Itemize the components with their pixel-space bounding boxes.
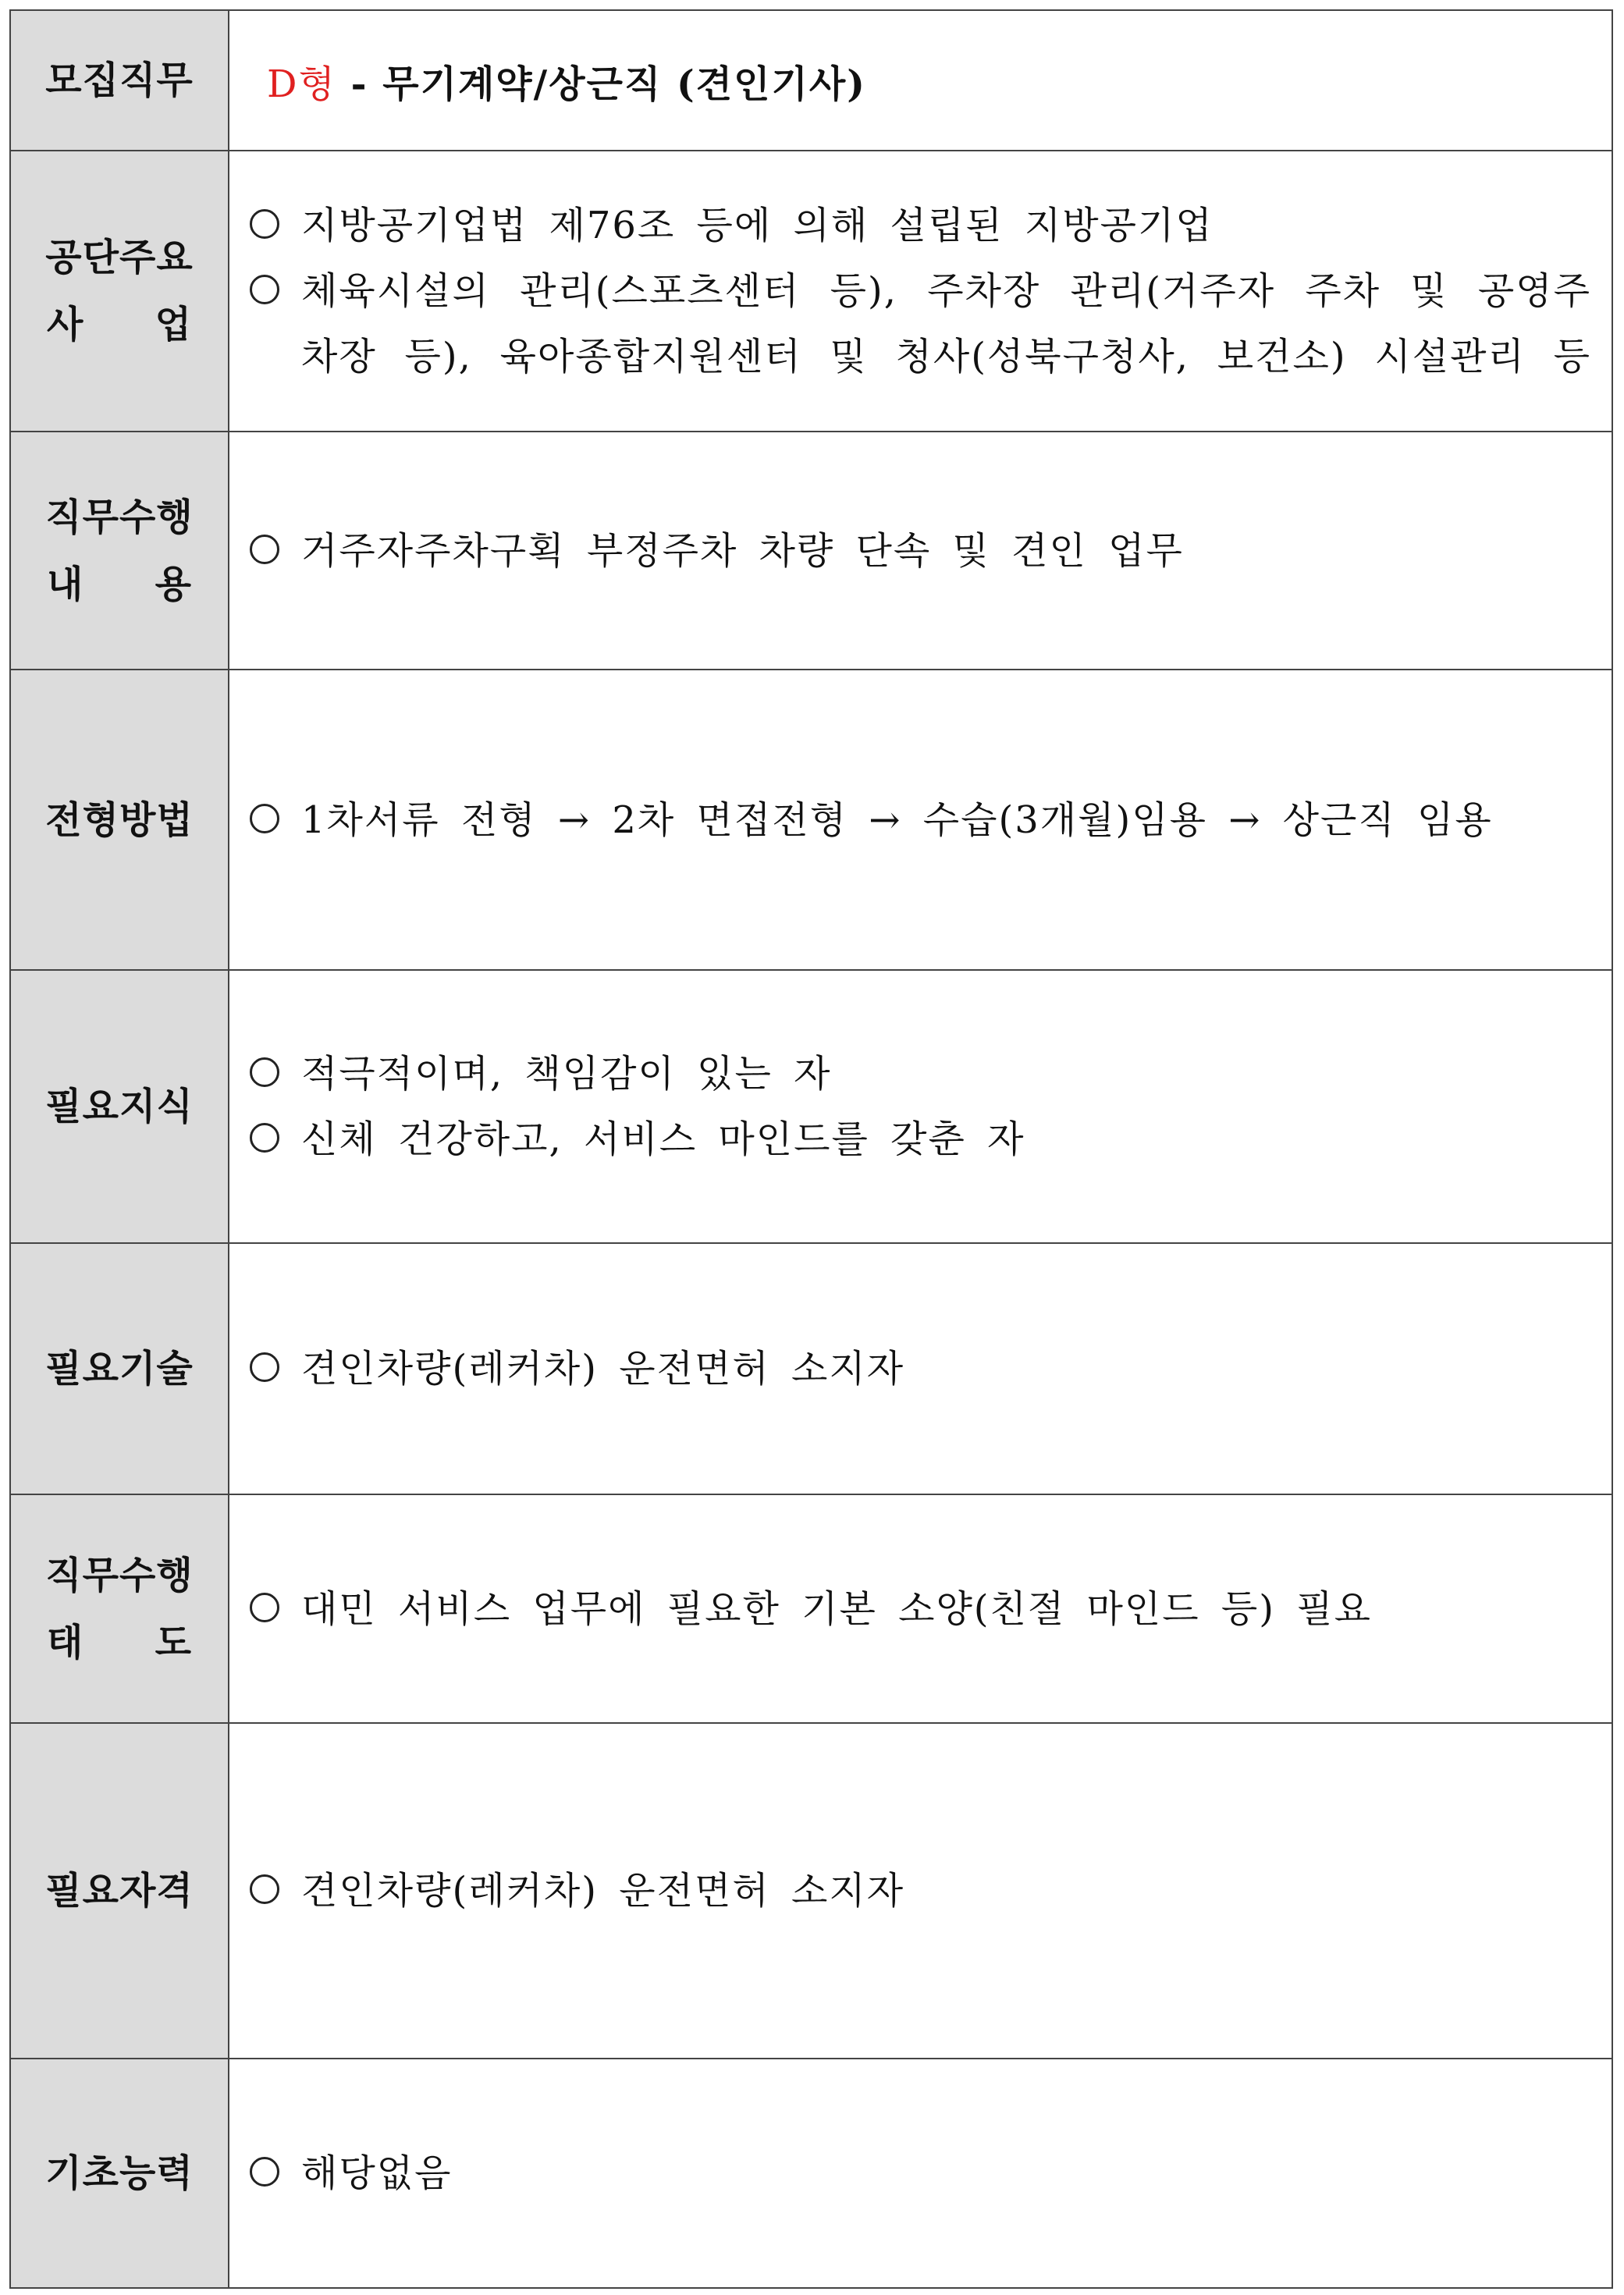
header-label: 태 도	[47, 1620, 192, 1664]
item-text: 차장 등), 육아종합지원센터 및 청사(성북구청사, 보건소) 시설관리 등	[301, 335, 1591, 378]
row-header	[10, 1723, 229, 2059]
row-content	[229, 2059, 1612, 2288]
item-text: 적극적이며, 책임감이 있는 자	[301, 1052, 832, 1096]
job-title-text: - 무기계약/상근직 (견인기사)	[336, 62, 866, 106]
row-header	[10, 2059, 229, 2288]
bullet-circle-icon	[250, 1593, 279, 1622]
row-main-business	[10, 151, 1612, 432]
header-label: 직무수행	[45, 495, 194, 539]
bullet-circle-icon	[250, 535, 279, 564]
header-label: 필요자격	[45, 1869, 194, 1913]
bullet-circle-icon	[250, 275, 279, 304]
header-label: 필요지식	[45, 1085, 194, 1128]
row-recruit-job	[10, 10, 1612, 151]
row-header	[10, 432, 229, 670]
item-text: 지방공기업법 제76조 등에 의해 설립된 지방공기업	[301, 204, 1214, 247]
item-text: 견인차량(레커차) 운전면허 소지자	[301, 1347, 905, 1391]
header-label: 필요기술	[45, 1347, 194, 1391]
row-header	[10, 10, 229, 151]
item-text: 대민 서비스 업무에 필요한 기본 소양(친절 마인드 등) 필요	[301, 1586, 1372, 1631]
bullet-circle-icon	[250, 1123, 279, 1153]
type-code: D형	[267, 62, 336, 106]
header-label: 전형방법	[45, 798, 194, 842]
header-label: 직무수행	[45, 1553, 194, 1597]
row-content	[229, 970, 1612, 1243]
row-header	[10, 670, 229, 970]
bullet-circle-icon	[250, 804, 279, 833]
job-description-table	[9, 9, 1613, 2289]
header-label: 모집직무	[45, 59, 194, 102]
list-item	[250, 193, 1591, 258]
list-item	[250, 518, 1591, 584]
bullet-circle-icon	[250, 2157, 279, 2187]
list-item	[250, 2140, 1591, 2206]
row-header	[10, 1494, 229, 1723]
bullet-circle-icon	[250, 1057, 279, 1087]
item-text: 견인차량(레커차) 운전면허 소지자	[301, 1869, 905, 1913]
header-label: 공단주요	[45, 236, 194, 279]
list-item	[250, 1041, 1591, 1107]
list-item	[250, 1858, 1591, 1924]
bullet-circle-icon	[250, 1352, 279, 1382]
row-content	[229, 10, 1612, 151]
row-content	[229, 670, 1612, 970]
row-content	[229, 151, 1612, 432]
list-item	[250, 1576, 1591, 1642]
item-text: 해당없음	[301, 2151, 453, 2195]
list-item	[250, 1336, 1591, 1402]
job-title	[250, 54, 1591, 108]
row-required-knowledge	[10, 970, 1612, 1243]
row-content	[229, 1243, 1612, 1494]
row-job-content	[10, 432, 1612, 670]
row-basic-ability	[10, 2059, 1612, 2288]
row-job-attitude	[10, 1494, 1612, 1723]
list-item	[250, 787, 1591, 853]
item-text: 체육시설의 관리(스포츠센터 등), 주차장 관리(거주자 주차 및 공영주	[301, 269, 1591, 313]
header-label: 내 용	[47, 562, 192, 606]
item-text: 신체 건강하고, 서비스 마인드를 갖춘 자	[301, 1117, 1025, 1161]
row-selection-method	[10, 670, 1612, 970]
row-header	[10, 1243, 229, 1494]
row-header	[10, 151, 229, 432]
item-text: 거주자주차구획 부정주차 차량 단속 및 견인 업무	[301, 528, 1184, 573]
header-label: 기초능력	[45, 2151, 194, 2195]
row-required-skill	[10, 1243, 1612, 1494]
list-item	[250, 1107, 1591, 1172]
bullet-circle-icon	[250, 209, 279, 239]
row-content	[229, 1723, 1612, 2059]
row-required-qualification	[10, 1723, 1612, 2059]
bullet-circle-icon	[250, 1874, 279, 1904]
list-item-continuation	[250, 324, 1591, 389]
row-content	[229, 432, 1612, 670]
list-item	[250, 258, 1591, 324]
row-header	[10, 970, 229, 1243]
item-text: 1차서류 전형 → 2차 면접전형 → 수습(3개월)임용 → 상근직 임용	[301, 798, 1493, 842]
header-label: 사 업	[47, 303, 192, 346]
row-content	[229, 1494, 1612, 1723]
